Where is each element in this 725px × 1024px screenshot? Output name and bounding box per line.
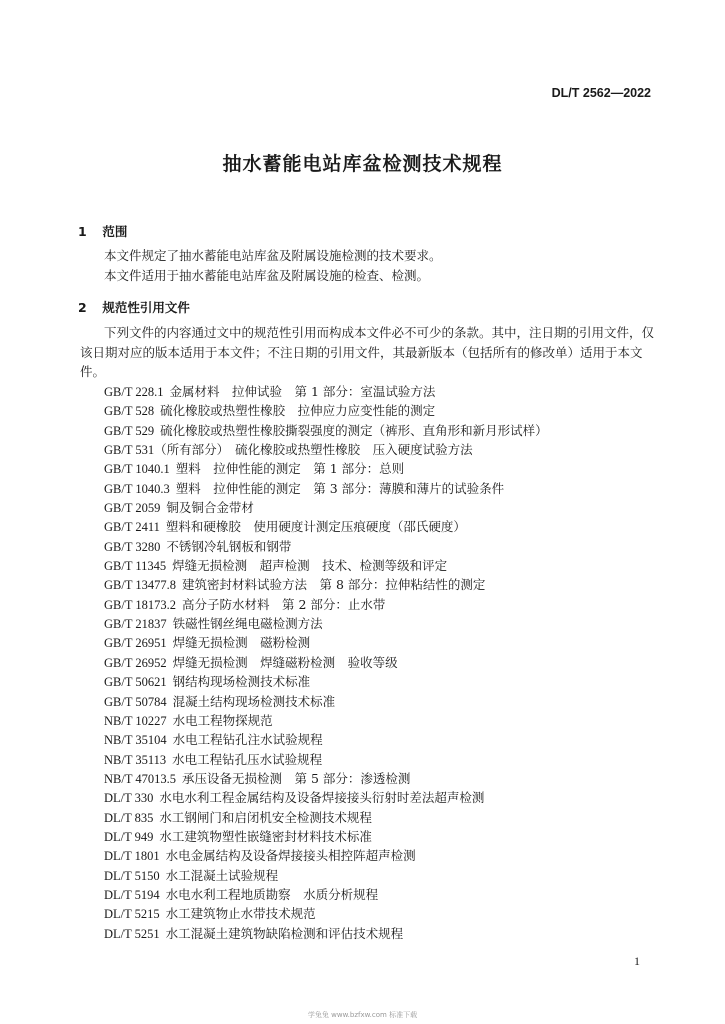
reference-code: NB/T 35113: [104, 752, 167, 767]
reference-title: 水电水利工程金属结构及设备焊接接头衍射时差法超声检测: [159, 790, 485, 806]
page-number: 1: [634, 954, 640, 968]
reference-item: [104, 846, 548, 865]
reference-item: [104, 382, 548, 401]
reference-item: [104, 459, 548, 478]
reference-title: 水电工程钻孔压水试验规程: [172, 751, 323, 767]
reference-code: GB/T 529: [104, 423, 155, 438]
reference-title: 铜及铜合金带材: [166, 500, 254, 516]
reference-item: [104, 517, 548, 536]
reference-title: 高分子防水材料 第 2 部分：止水带: [182, 596, 386, 612]
reference-item: [104, 750, 548, 769]
reference-code: DL/T 5215: [104, 907, 160, 922]
reference-code: DL/T 835: [104, 810, 154, 825]
reference-title: 水电水利工程地质勘察 水质分析规程: [165, 886, 379, 902]
normative-references-intro: 下列文件的内容通过文中的规范性引用而构成本文件必不可少的条款。其中，注日期的引用文件，仅该日期对应的版本适用于本文件；不注日期的引用文件，其最新版本（包括所有的修改单）适用于本文件。: [80, 325, 655, 379]
reference-title: 硫化橡胶或热塑性橡胶撕裂强度的测定（裤形、直角形和新月形试样）: [160, 422, 548, 438]
reference-title: 承压设备无损检测 第 5 部分：渗透检测: [182, 770, 411, 786]
reference-code: GB/T 2411: [104, 520, 160, 535]
reference-title: 水工钢闸门和启闭机安全检测技术规程: [159, 809, 372, 825]
document-title: 抽水蓄能电站库盆检测技术规程: [222, 153, 503, 175]
reference-item: [104, 827, 548, 846]
reference-code: DL/T 5150: [104, 868, 160, 883]
reference-title: 塑料 拉伸性能的测定 第 1 部分：总则: [175, 461, 405, 477]
reference-code: GB/T 3280: [104, 539, 161, 554]
reference-item: [104, 924, 548, 943]
reference-item: [104, 440, 548, 459]
reference-item: [104, 653, 548, 672]
reference-title: 硫化橡胶或热塑性橡胶 拉伸应力应变性能的测定: [160, 403, 436, 419]
reference-item: [104, 730, 548, 749]
reference-code: GB/T 13477.8: [104, 578, 176, 593]
reference-code: GB/T 11345: [104, 559, 167, 574]
reference-code: DL/T 5194: [104, 887, 160, 902]
reference-item: [104, 788, 548, 807]
reference-item: [104, 401, 548, 420]
reference-item: [104, 904, 548, 923]
document-code: DL/T 2562—2022: [551, 86, 651, 100]
reference-code: DL/T 1801: [104, 849, 160, 864]
reference-code: DL/T 330: [104, 791, 154, 806]
section-title: 规范性引用文件: [102, 300, 190, 315]
reference-title: 焊缝无损检测 磁粉检测: [172, 635, 311, 651]
reference-code: NB/T 35104: [104, 733, 167, 748]
reference-item: [104, 614, 548, 633]
section-title: 范围: [102, 224, 128, 239]
reference-title: 金属材料 拉伸试验 第 1 部分：室温试验方法: [169, 384, 436, 399]
scope-paragraph-1: 本文件规定了抽水蓄能电站库盆及附属设施检测的技术要求。: [104, 248, 442, 263]
reference-item: [104, 769, 548, 788]
section-number: 1: [78, 224, 87, 239]
reference-code: GB/T 26951: [104, 636, 167, 651]
reference-title: 焊缝无损检测 超声检测 技术、检测等级和评定: [172, 558, 448, 574]
reference-code: GB/T 18173.2: [104, 597, 176, 612]
reference-code: GB/T 2059: [104, 501, 161, 516]
section-1-heading: [78, 222, 127, 240]
reference-item: [104, 498, 548, 517]
reference-code: DL/T 949: [104, 829, 154, 844]
reference-code: DL/T 5251: [104, 926, 160, 941]
reference-code: GB/T 1040.3: [104, 481, 170, 496]
reference-item: [104, 711, 548, 730]
reference-item: [104, 595, 548, 614]
reference-title: 混凝土结构现场检测技术标准: [172, 693, 336, 709]
reference-item: [104, 421, 548, 440]
reference-item: [104, 537, 548, 556]
reference-code: GB/T 50784: [104, 694, 167, 709]
watermark: 学兔兔 www.bzfxw.com 标准下载: [307, 1011, 418, 1019]
reference-title: 水工建筑物止水带技术规范: [165, 906, 316, 922]
reference-item: [104, 479, 548, 498]
reference-title: 塑料 拉伸性能的测定 第 3 部分：薄膜和薄片的试验条件: [175, 480, 505, 496]
reference-list: [104, 382, 548, 943]
reference-title: 水电工程钻孔注水试验规程: [172, 732, 323, 748]
reference-code: GB/T 21837: [104, 617, 167, 632]
reference-item: [104, 672, 548, 691]
reference-title: 水工混凝土建筑物缺陷检测和评估技术规程: [165, 925, 404, 941]
reference-title: 水电金属结构及设备焊接接头相控阵超声检测: [165, 848, 416, 864]
reference-title: 硫化橡胶或热塑性橡胶 压入硬度试验方法: [235, 442, 473, 458]
reference-title: 塑料和硬橡胶 使用硬度计测定压痕硬度（邵氏硬度）: [165, 519, 466, 535]
reference-item: [104, 633, 548, 652]
reference-code: NB/T 10227: [104, 713, 167, 728]
reference-code: GB/T 528: [104, 404, 155, 419]
reference-code: GB/T 1040.1: [104, 462, 170, 477]
reference-title: 水工混凝土试验规程: [165, 867, 279, 883]
reference-title: 建筑密封材料试验方法 第 8 部分：拉伸粘结性的测定: [182, 577, 486, 593]
reference-item: [104, 575, 548, 594]
reference-code: GB/T 531（所有部分）: [104, 443, 230, 458]
section-number: 2: [78, 300, 87, 315]
reference-code: NB/T 47013.5: [104, 771, 176, 786]
reference-item: [104, 885, 548, 904]
reference-item: [104, 556, 548, 575]
section-2-heading: [78, 298, 190, 316]
reference-item: [104, 692, 548, 711]
reference-code: GB/T 228.1: [104, 385, 164, 399]
reference-title: 水工建筑物塑性嵌缝密封材料技术标准: [159, 828, 372, 844]
reference-item: [104, 808, 548, 827]
reference-code: GB/T 50621: [104, 675, 167, 690]
reference-item: [104, 866, 548, 885]
reference-title: 焊缝无损检测 焊缝磁粉检测 验收等级: [172, 654, 398, 670]
reference-title: 铁磁性钢丝绳电磁检测方法: [172, 616, 323, 632]
scope-paragraph-2: 本文件适用于抽水蓄能电站库盆及附属设施的检查、检测。: [104, 267, 430, 283]
reference-title: 钢结构现场检测技术标准: [172, 674, 311, 690]
reference-code: GB/T 26952: [104, 655, 167, 670]
reference-title: 水电工程物探规范: [172, 712, 273, 728]
reference-title: 不锈钢冷轧钢板和钢带: [166, 538, 292, 554]
